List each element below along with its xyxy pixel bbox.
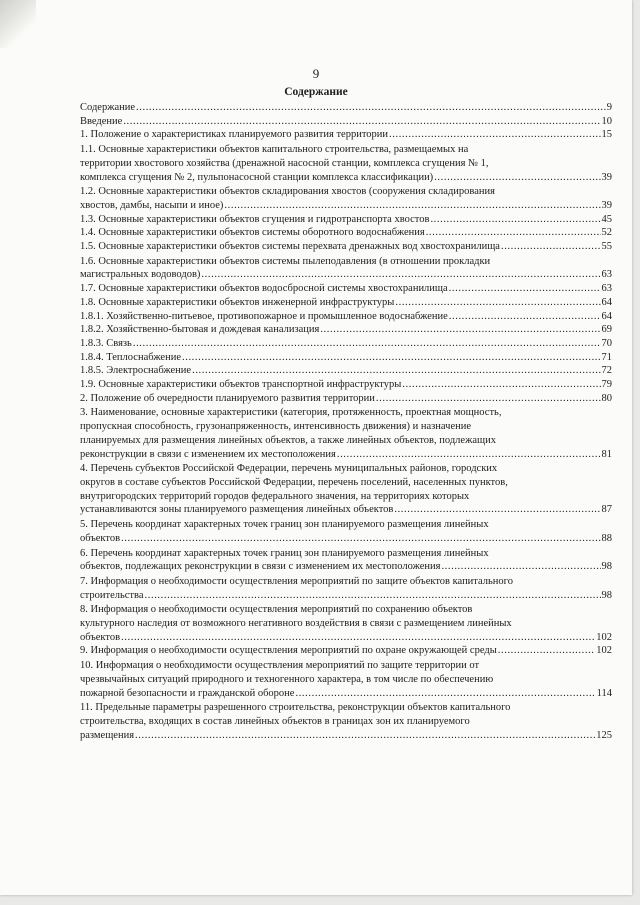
toc-entry-text-line: чрезвычайных ситуаций природного и техногенного характера, в том числе по обеспечению xyxy=(80,673,494,685)
toc-entry[interactable] xyxy=(80,701,612,742)
toc-entry[interactable] xyxy=(80,101,612,115)
toc-entry[interactable] xyxy=(80,310,612,324)
toc-leader-dots xyxy=(192,364,600,378)
toc-leader-dots xyxy=(136,101,606,115)
toc-entry-title: 2. Положение об очередности планируемого развития территории xyxy=(80,392,375,404)
toc-entry-title: 1.8.1. Хозяйственно-питьевое, противопожарное и промышленное водоснабжение xyxy=(80,310,448,322)
toc-entry-text-line: 8. Информация о необходимости осуществления мероприятий по сохранению объектов xyxy=(80,604,473,616)
toc-entry[interactable] xyxy=(80,115,612,129)
toc-entry-text-line: 7. Информация о необходимости осуществления мероприятий по защите объектов капитального xyxy=(80,575,513,587)
toc-entry-text-line: 11. Предельные параметры разрешенного строительства, реконструкции объектов капитального xyxy=(80,702,511,714)
toc-entry-title: размещения xyxy=(80,729,135,741)
toc-entry-text-line: 1.6. Основные характеристики объектов системы пылеподавления (в отношении прокладки xyxy=(80,255,491,267)
toc-entry-last-line xyxy=(80,644,612,658)
toc-leader-dots xyxy=(449,310,601,324)
toc-entry[interactable] xyxy=(80,240,612,254)
toc-entry-title: магистральных водоводов) xyxy=(80,269,201,281)
toc-entry-text-line: территории хвостового хозяйства (дренажной насосной станции, комплекса сгущения № 1, xyxy=(80,157,489,169)
toc-entry-title: 9. Информация о необходимости осуществления мероприятий по охране окружающей среды xyxy=(80,645,497,657)
toc-entry-title: 1.4. Основные характеристики объектов системы оборотного водоснабжения xyxy=(80,227,425,239)
toc-entry[interactable] xyxy=(80,575,612,602)
toc-leader-dots xyxy=(123,115,600,129)
toc-entry-title: объектов xyxy=(80,532,121,544)
toc-entry[interactable] xyxy=(80,392,612,406)
toc-page-number: 45 xyxy=(601,213,612,225)
toc-entry-text-line: 4. Перечень субъектов Российской Федерации, перечень муниципальных районов, городских xyxy=(80,463,498,475)
toc-entry-last-line xyxy=(80,532,612,546)
toc-page-number: 88 xyxy=(601,532,612,544)
toc-entry-title: строительства xyxy=(80,589,144,601)
toc-leader-dots xyxy=(395,296,600,310)
toc-leader-dots xyxy=(501,240,601,254)
toc-entry[interactable] xyxy=(80,603,612,644)
toc-leader-dots xyxy=(498,644,595,658)
toc-entry-title: реконструкции в связи с изменением их местоположения xyxy=(80,448,336,460)
toc-page-number: 39 xyxy=(601,199,612,211)
toc-entry-last-line xyxy=(80,115,612,129)
toc-page-number: 64 xyxy=(601,310,612,322)
toc-leader-dots xyxy=(121,532,600,546)
toc-entry[interactable] xyxy=(80,406,612,461)
toc-leader-dots xyxy=(430,213,600,227)
toc-page-number: 52 xyxy=(601,227,612,239)
toc-entry[interactable] xyxy=(80,282,612,296)
toc-entry-last-line xyxy=(80,364,612,378)
toc-entry[interactable] xyxy=(80,518,612,545)
toc-entry-text-line: 6. Перечень координат характерных точек границ зон планируемого размещения линейных xyxy=(80,547,489,559)
toc-entry-title: 1.8. Основные характеристики объектов инженерной инфраструктуры xyxy=(80,296,395,308)
toc-page-number: 55 xyxy=(601,241,612,253)
toc-entry[interactable] xyxy=(80,226,612,240)
toc-entry-last-line xyxy=(80,503,612,517)
toc-entry-title: объектов, подлежащих реконструкции в связи с изменением их местоположения xyxy=(80,561,441,573)
toc-page-number: 63 xyxy=(601,269,612,281)
table-of-contents xyxy=(80,101,612,742)
toc-leader-dots xyxy=(441,560,600,574)
toc-leader-dots xyxy=(145,589,601,603)
toc-page-number: 69 xyxy=(601,324,612,336)
toc-entry[interactable] xyxy=(80,143,612,184)
toc-leader-dots xyxy=(434,171,600,185)
toc-entry[interactable] xyxy=(80,462,612,517)
toc-page-number: 72 xyxy=(601,365,612,377)
toc-leader-dots xyxy=(224,199,600,213)
toc-page-number: 98 xyxy=(601,561,612,573)
toc-entry-last-line xyxy=(80,128,612,142)
toc-leader-dots xyxy=(121,631,595,645)
toc-entry-text-line: культурного наследия от возможного негативного воздействия в связи с размещением линейных xyxy=(80,618,512,630)
toc-entry-title: объектов xyxy=(80,631,121,643)
toc-entry-title: комплекса сгущения № 2, пульпонасосной станции комплекса классификации) xyxy=(80,171,434,183)
toc-entry-last-line xyxy=(80,101,612,115)
toc-entry-last-line xyxy=(80,199,612,213)
toc-leader-dots xyxy=(389,128,600,142)
toc-entry-text-line: планируемых для размещения линейных объектов, а также линейных объектов, подлежащих xyxy=(80,434,496,446)
toc-entry-last-line xyxy=(80,392,612,406)
toc-entry[interactable] xyxy=(80,351,612,365)
toc-entry-text-line: 1.1. Основные характеристики объектов капитального строительства, размещаемых на xyxy=(80,144,469,156)
toc-entry[interactable] xyxy=(80,323,612,337)
toc-entry-last-line xyxy=(80,323,612,337)
toc-entry-title: 1. Положение о характеристиках планируемого развития территории xyxy=(80,129,389,141)
toc-page-number: 39 xyxy=(601,171,612,183)
toc-leader-dots xyxy=(133,337,601,351)
toc-page-number: 87 xyxy=(601,504,612,516)
toc-page-number: 98 xyxy=(601,589,612,601)
toc-entry-title: устанавливаются зоны планируемого размещения линейных объектов xyxy=(80,504,394,516)
toc-entry-text-line: строительства, входящих в состав линейных объектов в границах зон их планируемого xyxy=(80,715,470,727)
toc-leader-dots xyxy=(320,323,600,337)
toc-entry[interactable] xyxy=(80,644,612,658)
toc-entry-title: 1.8.4. Теплоснабжение xyxy=(80,351,181,363)
toc-leader-dots xyxy=(295,687,595,701)
toc-entry-last-line xyxy=(80,337,612,351)
toc-page-number: 102 xyxy=(596,645,612,657)
toc-entry-last-line xyxy=(80,378,612,392)
toc-page-number: 63 xyxy=(601,283,612,295)
toc-entry[interactable] xyxy=(80,364,612,378)
toc-entry-title: пожарной безопасности и гражданской обороне xyxy=(80,687,295,699)
toc-entry-title: 1.3. Основные характеристики объектов сгущения и гидротранспорта хвостов xyxy=(80,213,430,225)
toc-entry-last-line xyxy=(80,351,612,365)
toc-entry-text-line: внутригородских территорий городов федерального значения, на территориях которых xyxy=(80,490,470,502)
toc-page-number: 114 xyxy=(596,687,612,699)
toc-entry-title: 1.8.3. Связь xyxy=(80,337,132,349)
toc-entry-text-line: 1.2. Основные характеристики объектов складирования хвостов (сооружения складирования xyxy=(80,186,495,198)
toc-leader-dots xyxy=(182,351,601,365)
toc-entry-text-line: 5. Перечень координат характерных точек границ зон планируемого размещения линейных xyxy=(80,519,489,531)
toc-entry-title: Содержание xyxy=(80,102,136,113)
page-fold-shadow xyxy=(0,0,36,48)
toc-entry-last-line xyxy=(80,213,612,227)
toc-entry-last-line xyxy=(80,560,612,574)
toc-page-number: 81 xyxy=(601,448,612,460)
toc-entry-title: 1.8.2. Хозяйственно-бытовая и дождевая канализация xyxy=(80,324,320,336)
toc-entry[interactable] xyxy=(80,185,612,212)
toc-entry-last-line xyxy=(80,687,612,701)
toc-entry[interactable] xyxy=(80,128,612,142)
toc-leader-dots xyxy=(402,378,600,392)
toc-leader-dots xyxy=(394,503,600,517)
toc-entry-title: 1.8.5. Электроснабжение xyxy=(80,365,192,377)
toc-entry-last-line xyxy=(80,226,612,240)
toc-entry[interactable] xyxy=(80,378,612,392)
toc-entry-last-line xyxy=(80,729,612,743)
toc-page-number: 15 xyxy=(601,129,612,141)
toc-entry-last-line xyxy=(80,631,612,645)
toc-page-number: 10 xyxy=(601,115,612,127)
toc-entry-last-line xyxy=(80,589,612,603)
toc-entry-last-line xyxy=(80,171,612,185)
toc-leader-dots xyxy=(376,392,601,406)
toc-entry-text-line: 3. Наименование, основные характеристики (категория, протяженность, проектная мощность, xyxy=(80,407,502,419)
toc-entry[interactable] xyxy=(80,337,612,351)
toc-title: Содержание xyxy=(284,86,348,98)
toc-page-number: 71 xyxy=(601,351,612,363)
toc-entry-last-line xyxy=(80,268,612,282)
toc-page-number: 70 xyxy=(601,337,612,349)
toc-leader-dots xyxy=(449,282,601,296)
toc-page-number: 125 xyxy=(596,729,612,741)
toc-entry-title: хвостов, дамбы, насыпи и иное) xyxy=(80,199,224,211)
toc-entry-text-line: 10. Информация о необходимости осуществления мероприятий по защите территории от xyxy=(80,660,480,672)
toc-entry-title: 1.5. Основные характеристики объектов системы перехвата дренажных вод хвостохранилища xyxy=(80,241,500,253)
toc-page-number: 9 xyxy=(606,102,612,113)
toc-entry-last-line xyxy=(80,282,612,296)
toc-entry-title: 1.7. Основные характеристики объектов водосбросной системы хвостохранилища xyxy=(80,283,448,295)
toc-entry-last-line xyxy=(80,310,612,324)
toc-entry-last-line xyxy=(80,448,612,462)
toc-leader-dots xyxy=(337,448,601,462)
toc-entry-text-line: округов в составе субъектов Российской Федерации, перечень поселений, населенных пунктов, xyxy=(80,476,508,488)
toc-entry-text-line: пропускная способность, грузонапряженность, интенсивность движения) и назначение xyxy=(80,421,471,433)
toc-page-number: 64 xyxy=(601,296,612,308)
toc-entry[interactable] xyxy=(80,547,612,574)
toc-entry-last-line xyxy=(80,296,612,310)
toc-entry-title: Введение xyxy=(80,115,123,127)
toc-leader-dots xyxy=(426,226,601,240)
toc-entry[interactable] xyxy=(80,296,612,310)
toc-leader-dots xyxy=(135,729,595,743)
toc-entry-last-line xyxy=(80,240,612,254)
toc-entry[interactable] xyxy=(80,213,612,227)
toc-entry-title: 1.9. Основные характеристики объектов транспортной инфраструктуры xyxy=(80,379,402,391)
toc-leader-dots xyxy=(201,268,600,282)
toc-entry[interactable] xyxy=(80,255,612,282)
toc-page-number: 79 xyxy=(601,379,612,391)
page-number: 9 xyxy=(312,66,320,81)
toc-page-number: 102 xyxy=(596,631,612,643)
toc-page-number: 80 xyxy=(601,392,612,404)
toc-entry[interactable] xyxy=(80,659,612,700)
